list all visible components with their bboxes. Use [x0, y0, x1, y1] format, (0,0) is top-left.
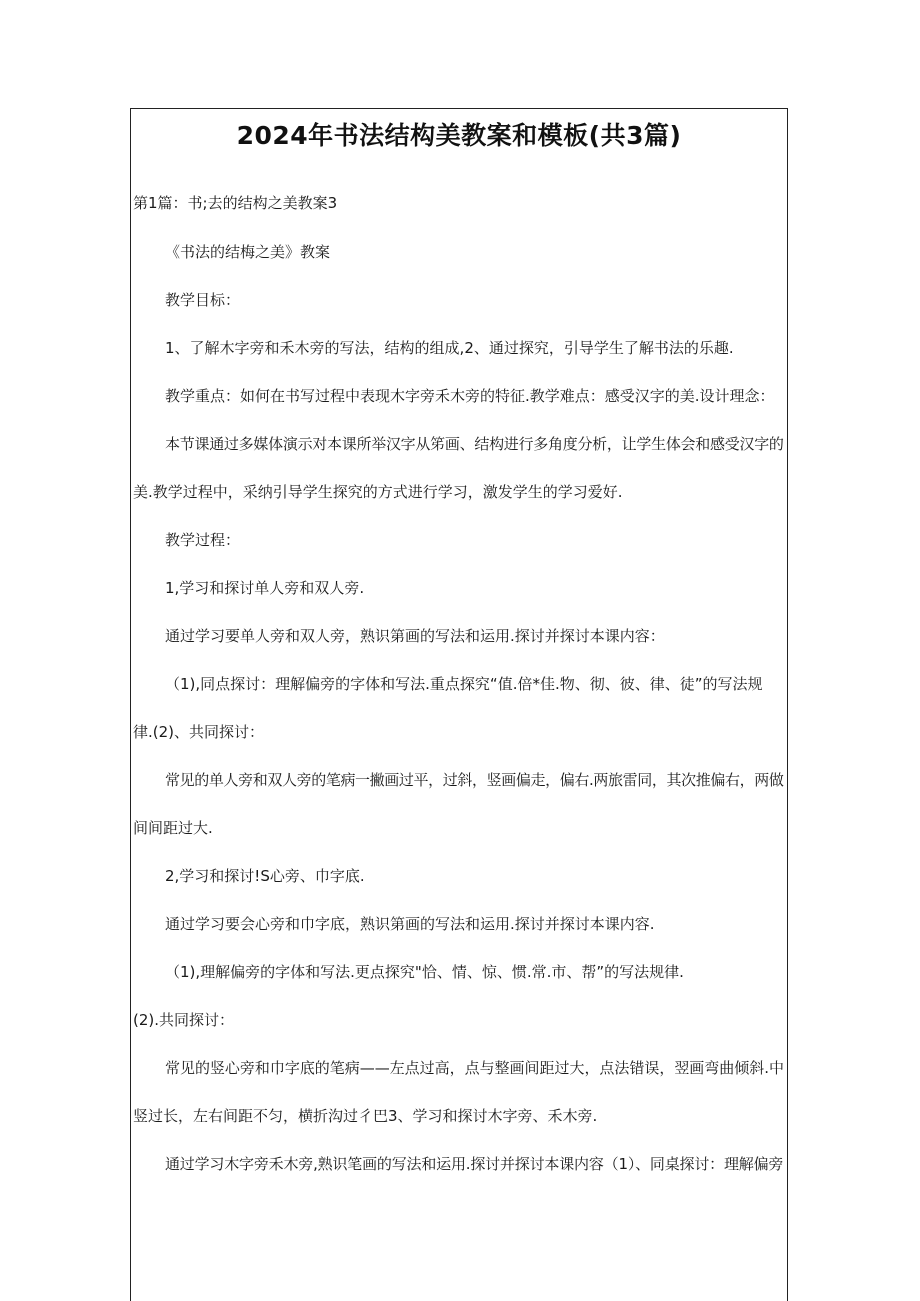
paragraph-line: 竖过长，左右间距不匀，横折沟过彳巴3、学习和探讨木字旁、禾木旁. — [133, 1107, 598, 1125]
paragraph-line: (2).共同探讨： — [133, 1011, 235, 1029]
paragraph-line: 通过学习木字旁禾木旁,熟识笔画的写法和运用.探讨并探讨本课内容（1）、同桌探讨：理解偏旁 — [165, 1155, 784, 1173]
paragraph-line: 美.教学过程中，采纳引导学生探究的方式进行学习，激发学生的学习爱好. — [133, 483, 623, 501]
paragraph-line: 间间距过大. — [133, 819, 213, 837]
paragraph-line: 1、了解木字旁和禾木旁的写法，结构的组成,2、通过探究，引导学生了解书法的乐趣. — [165, 339, 734, 357]
paragraph-line: 教学过程： — [165, 531, 241, 549]
paragraph-line: 教学重点：如何在书写过程中表现木字旁禾木旁的特征.教学难点：感受汉字的美.设计理念： — [165, 387, 775, 405]
paragraph-line: 通过学习要会心旁和巾字底，熟识第画的写法和运用.探讨并探讨本课内容. — [165, 915, 655, 933]
paragraph-line: 常见的单人旁和双人旁的笔病一撇画过平，过斜，竖画偏走，偏右.两旅雷同，其次推偏右，两做 — [165, 771, 784, 789]
document-title: 2024年书法结构美教案和模板(共3篇) — [236, 121, 682, 150]
paragraph-line: 1,学习和探讨单人旁和双人旁. — [165, 579, 365, 597]
paragraph-line: 律.(2)、共同探讨： — [133, 723, 265, 741]
paragraph-line: 2,学习和探讨!S心旁、巾字底. — [165, 867, 365, 885]
paragraph-line: 第1篇：书;去的结构之美教案3 — [133, 194, 338, 212]
paragraph-line: 《书法的结梅之美》教案 — [165, 243, 331, 261]
paragraph-line: 教学目标： — [165, 291, 241, 309]
paragraph-line: 常见的竖心旁和巾字底的笔病——左点过高，点与整画间距过大，点法错误，翌画弯曲倾斜.中 — [165, 1059, 784, 1077]
paragraph-line: 通过学习要单人旁和双人旁，熟识第画的写法和运用.探讨并探讨本课内容： — [165, 627, 665, 645]
paragraph-line: 本节课通过多媒体演示对本课所举汉字从笫画、结构进行多角度分析，让学生体会和感受汉字的 — [165, 435, 784, 453]
paragraph-line: （1),同点探讨：理解偏旁的字体和写法.重点探究“值.倍*佳.物、彻、彼、律、徒”的写法规 — [165, 675, 763, 693]
paragraph-line: （1),理解偏旁的字体和写法.更点探究"恰、情、惊、惯.常.市、帮”的写法规律. — [165, 963, 684, 981]
